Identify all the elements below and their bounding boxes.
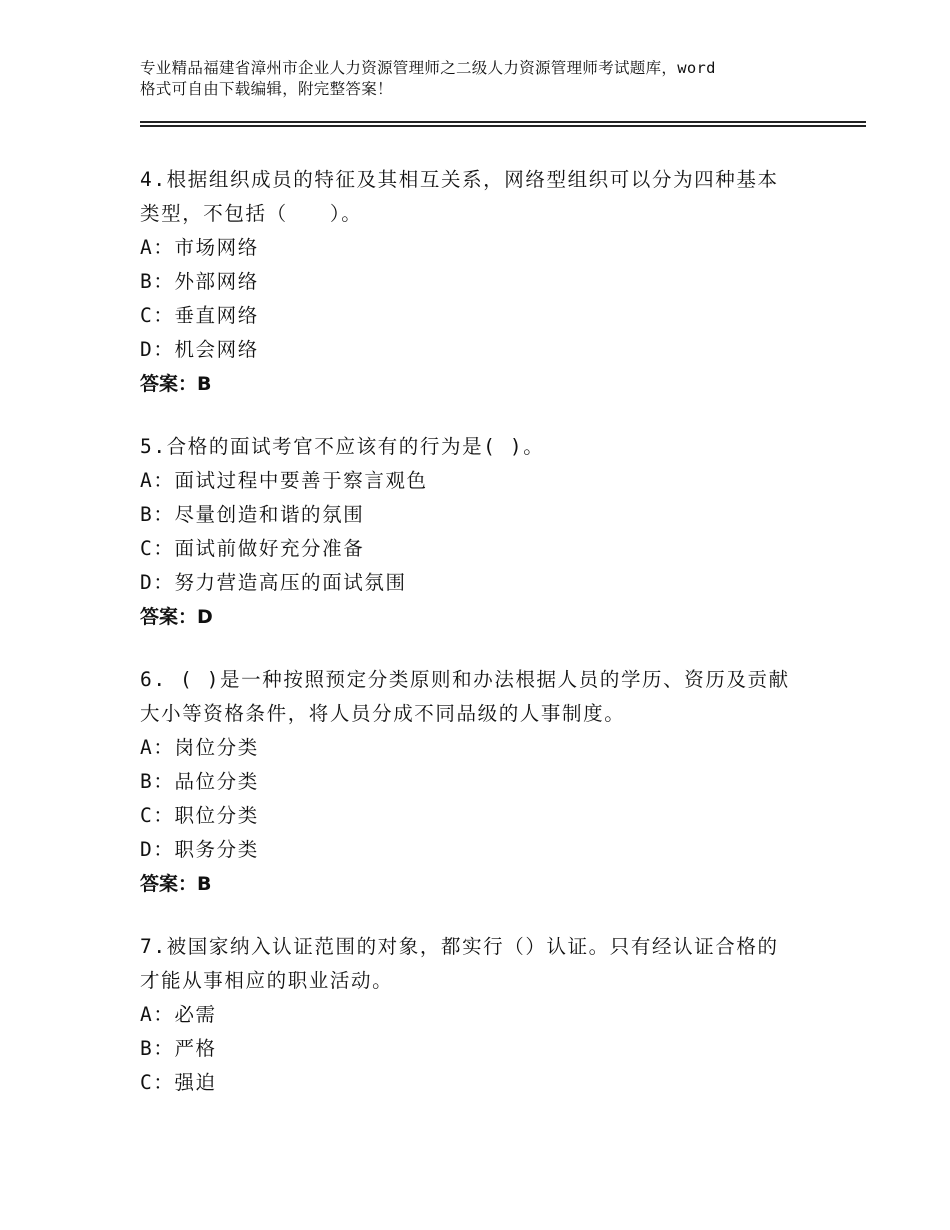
answer-label: 答案：B	[140, 373, 212, 395]
question-list	[140, 163, 820, 1129]
question-stem-line: 大小等资格条件，将人员分成不同品级的人事制度。	[140, 702, 626, 725]
question-stem-line: 类型，不包括（ ）。	[140, 202, 363, 225]
option-b: B：严格	[140, 1037, 217, 1060]
question-6	[140, 663, 820, 901]
option-c: C：面试前做好充分准备	[140, 537, 365, 560]
option-b: B：品位分类	[140, 770, 259, 793]
option-c: C：强迫	[140, 1071, 217, 1094]
option-d: D：职务分类	[140, 838, 259, 861]
answer-label: 答案：B	[140, 873, 212, 895]
header-divider-top	[140, 121, 866, 123]
question-7	[140, 930, 820, 1100]
option-b: B：尽量创造和谐的氛围	[140, 503, 365, 526]
option-c: C：垂直网络	[140, 304, 259, 327]
question-4	[140, 163, 820, 401]
header-title-line-2: 格式可自由下载编辑，附完整答案！	[140, 80, 393, 98]
option-b: B：外部网络	[140, 270, 259, 293]
header-divider-bottom	[140, 125, 866, 127]
answer-label: 答案：D	[140, 606, 213, 628]
option-d: D：机会网络	[140, 338, 259, 361]
question-stem-line: 7.被国家纳入认证范围的对象，都实行（）认证。只有经认证合格的	[140, 935, 779, 958]
question-stem-line: 6. ( )是一种按照预定分类原则和办法根据人员的学历、资历及贡献	[140, 668, 790, 691]
option-a: A：必需	[140, 1003, 217, 1026]
question-stem-line: 4.根据组织成员的特征及其相互关系，网络型组织可以分为四种基本	[140, 168, 779, 191]
option-c: C：职位分类	[140, 804, 259, 827]
option-d: D：努力营造高压的面试氛围	[140, 571, 407, 594]
header-title-line-1: 专业精品福建省漳州市企业人力资源管理师之二级人力资源管理师考试题库，word	[140, 59, 716, 77]
question-stem-line: 才能从事相应的职业活动。	[140, 969, 394, 992]
document-header	[140, 58, 840, 100]
option-a: A：面试过程中要善于察言观色	[140, 469, 428, 492]
option-a: A：岗位分类	[140, 736, 259, 759]
question-stem-line: 5.合格的面试考官不应该有的行为是( )。	[140, 435, 545, 458]
question-5	[140, 430, 820, 634]
option-a: A：市场网络	[140, 236, 259, 259]
